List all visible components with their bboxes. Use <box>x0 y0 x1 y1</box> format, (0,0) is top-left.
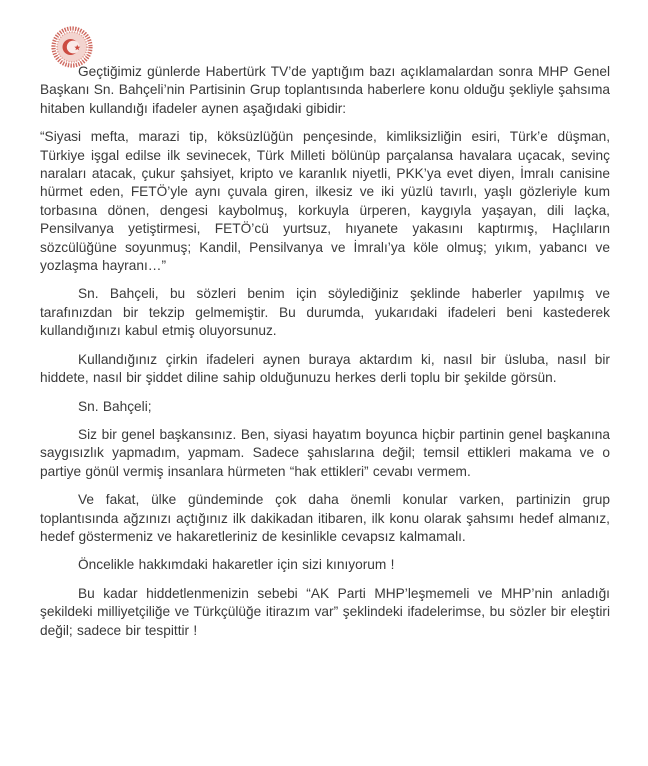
paragraph-response-3: Siz bir genel başkansınız. Ben, siyasi hayatım boyunca hiçbir partinin genel başkanına saygısızlık yapmadım, yapmam. Sadece şahıslarına değil; temsil ettikleri makama ve o partiye gönül vermiş insanlara hürmeten “hak ettikleri” cevabı vermem. <box>40 426 610 479</box>
paragraph-response-4: Ve fakat, ülke gündeminde çok daha önemli konular varken, partinizin grup toplantısında ağzınızı açtığınız ilk dakikadan itibaren, ilk konu olarak şahsımı hedef almanız, hedef göstermeniz ve hakaretleriniz de kesinlikle cevapsız kalmamalı. <box>40 492 610 544</box>
letter-body <box>40 63 610 650</box>
paragraph-response-2: Kullandığınız çirkin ifadeleri aynen buraya aktardım ki, nasıl bir üsluba, nasıl bir hiddete, nasıl bir şiddet diline sahip olduğunuzu herkes derli toplu bir şekilde görsün. <box>40 351 610 386</box>
paragraph-condemnation: Öncelikle hakkımdaki hakaretler için sizi kınıyorum ! <box>78 557 395 573</box>
paragraph-closing: Bu kadar hiddetlenmenizin sebebi “AK Parti MHP’leşmemeli ve MHP’nin anladığı şekildeki milliyetçiliğe ve Türkçülüğe itirazım var” şeklindeki ifadelerimse, bu sözler bir eleştiri değil; sadece bir tespittir ! <box>40 585 610 638</box>
paragraph-response-1: Sn. Bahçeli, bu sözleri benim için söylediğiniz şeklinde haberler yapılmış ve tarafınızdan bir tekzip gelmemiştir. Bu durumda, yukarıdaki ifadeleri beni kastederek kullandığınızı kabul etmiş oluyorsunuz. <box>40 286 610 339</box>
paragraph-quote: “Siyasi mefta, marazi tip, köksüzlüğün pençesinde, kimliksizliğin esiri, Türk’e düşman, Türkiye işgal edilse ilk sevinecek, Türk Milleti bölünüp parçalansa havalara uçacak, sevinç naraları atacak, çukur şahsiyet, kripto ve karanlık niyetli, PKK’ya evet diyen, İmralı canisine hürmet eden, FETÖ’yle aynı çuvala giren, ilkesiz ve iki yüzlü tavırlı, yaşlı gözleriyle kum torbasına dönen, dengesi kaybolmuş, korkuyla ürperen, kaygıyla yaşayan, dili laçka, Pensilvanya yetiştirmesi, FETÖ’cü yurtsuz, hıyanete yakasını kaptırmış, Haçlıların sözcülüğüne soyunmuş; Kandil, Pensilvanya ve İmralı’ya köle olmuş; yıkım, yabancı ve yozlaşma hayranı…” <box>40 129 610 274</box>
tbmm-emblem-icon <box>51 26 93 68</box>
paragraph-salutation: Sn. Bahçeli; <box>78 398 152 414</box>
paragraph-intro: Geçtiğimiz günlerde Habertürk TV’de yaptığım bazı açıklamalardan sonra MHP Genel Başkanı Sn. Bahçeli’nin Partisinin Grup toplantısında haberlere konu olduğu şekliyle şahsıma hitaben kullandığı ifadeler aynen aşağıdaki gibidir: <box>40 64 610 116</box>
